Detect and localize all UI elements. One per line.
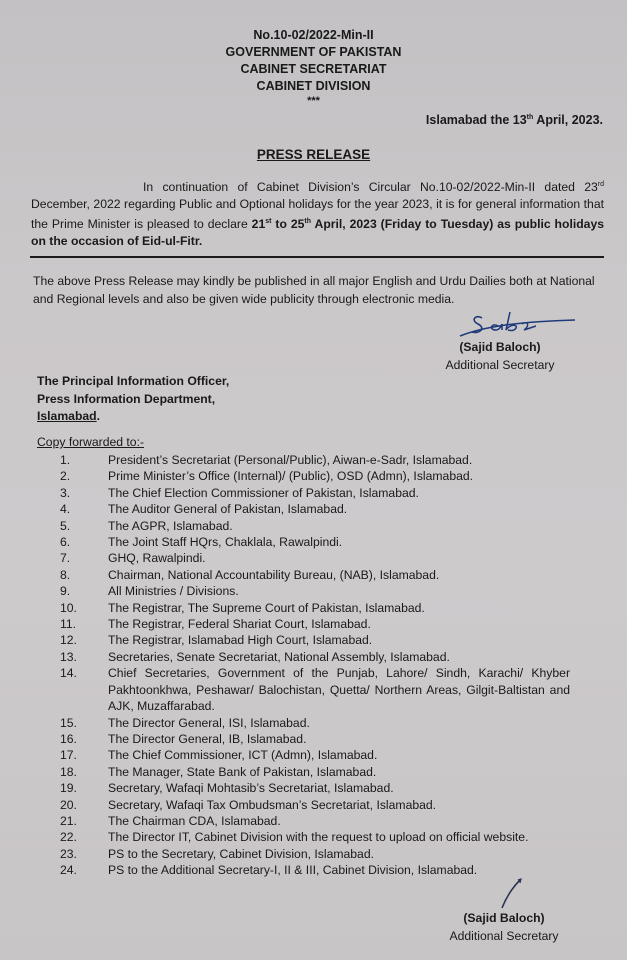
list-item (60, 616, 570, 632)
list-item-number: 19. (60, 781, 77, 796)
list-item-number: 8. (60, 567, 71, 582)
holiday-start-sup: st (265, 218, 272, 225)
holiday-end-sup: th (304, 218, 312, 225)
list-item-text: GHQ, Rawalpindi. (108, 551, 206, 566)
dateline-prefix: Islamabad the 13 (425, 113, 527, 127)
document-title-text: PRESS RELEASE (256, 147, 371, 162)
list-item (60, 632, 570, 648)
list-item-number: 13. (60, 649, 77, 664)
list-item-number: 24. (60, 863, 77, 878)
list-item-number: 14. (60, 666, 77, 681)
list-item-text: Prime Minister’s Office (Internal)/ (Public), OSD (Admn), Islamabad. (108, 469, 474, 484)
signatory-name: (Sajid Baloch) (463, 911, 545, 925)
list-item (60, 583, 570, 599)
list-item-number: 22. (60, 830, 77, 845)
horizontal-divider (30, 256, 604, 258)
list-item-text: The Joint Staff HQrs, Chaklala, Rawalpindi. (108, 535, 343, 550)
list-item-number: 15. (60, 715, 77, 730)
list-item (60, 518, 570, 534)
copy-forwarded-list (60, 452, 570, 879)
list-item-text: President’s Secretariat (Personal/Public), Aiwan-e-Sadr, Islamabad. (108, 453, 473, 467)
addressee-department: Press Information Department, (37, 391, 216, 406)
list-item (60, 534, 570, 550)
letterhead-separator: *** (307, 95, 320, 107)
list-item-text: The Manager, State Bank of Pakistan, Islamabad. (108, 764, 377, 779)
list-item-number: 6. (60, 535, 71, 550)
list-item-text: Secretary, Wafaqi Tax Ombudsman’s Secretariat, Islamabad. (108, 797, 437, 812)
list-item-text: The Registrar, The Supreme Court of Pakistan, Islamabad. (108, 600, 425, 615)
letterhead-government: GOVERNMENT OF PAKISTAN (225, 45, 402, 59)
list-item-number: 7. (60, 551, 71, 566)
list-item-text: The Registrar, Islamabad High Court, Islamabad. (108, 633, 373, 648)
list-item-text: The Chairman CDA, Islamabad. (108, 813, 281, 828)
signatory-name: (Sajid Baloch) (459, 340, 541, 354)
list-item (60, 550, 570, 566)
list-item (60, 764, 570, 780)
list-item-text: The Director IT, Cabinet Division with the request to upload on official website. (108, 830, 529, 845)
list-item (60, 567, 570, 583)
list-item-text: The AGPR, Islamabad. (108, 518, 233, 533)
list-item (60, 485, 570, 501)
list-item (60, 501, 570, 517)
list-item (60, 731, 570, 747)
document-title (0, 147, 627, 162)
dateline-suffix: April, 2023. (533, 113, 603, 127)
signatory-designation: Additional Secretary (445, 358, 555, 372)
list-item-text: PS to the Secretary, Cabinet Division, Islamabad. (108, 846, 374, 861)
list-item-number: 17. (60, 748, 77, 763)
list-item-text: PS to the Additional Secretary-I, II & III, Cabinet Division, Islamabad. (108, 863, 478, 878)
list-item-text: Secretaries, Senate Secretariat, National Assembly, Islamabad. (108, 649, 450, 664)
publication-request-paragraph: The above Press Release may kindly be published in all major English and Urdu Dailies both at National and Regional levels and also be given wide publicity through electronic media. (33, 274, 595, 306)
signature-icon (440, 306, 580, 342)
list-item-text: Chief Secretaries, Government of the Punjab, Lahore/ Sindh, Karachi/ Khyber Pakhtoonkhwa, Peshawar/ Balochistan, Quetta/ Northern Areas, Gilgit-Baltistan and AJK, Muzaffarabad. (108, 666, 570, 714)
reference-number: No.10-02/2022-Min-II (253, 28, 374, 42)
list-item (60, 797, 570, 813)
list-item-number: 16. (60, 731, 77, 746)
list-item-number: 23. (60, 846, 77, 861)
announcement-text-1: In continuation of Cabinet Division’s Circular No.10-02/2022-Min-II dated 23 (143, 180, 598, 194)
list-item (60, 829, 570, 845)
list-item-number: 2. (60, 469, 71, 484)
letterhead (0, 27, 627, 107)
copy-forwarded-label: Copy forwarded to:- (37, 435, 145, 449)
list-item-text: Secretary, Wafaqi Mohtasib’s Secretariat, Islamabad. (108, 781, 394, 796)
list-item-text: Chairman, National Accountability Bureau, (NAB), Islamabad. (108, 567, 440, 582)
list-item-number: 11. (60, 617, 77, 632)
list-item (60, 862, 570, 878)
list-item-number: 5. (60, 518, 71, 533)
list-item-number: 20. (60, 797, 77, 812)
signatory-block-bottom (434, 909, 574, 945)
signatory-block-top (430, 338, 570, 374)
list-item (60, 452, 570, 468)
list-item-number: 1. (60, 453, 71, 467)
addressee-city-line (37, 408, 229, 426)
letterhead-division: CABINET DIVISION (256, 79, 371, 93)
holiday-description: April, 2023 (Friday to Tuesday) as public holidays on the occasion of Eid-ul-Fitr. (31, 217, 604, 248)
letterhead-secretariat: CABINET SECRETARIAT (240, 62, 387, 76)
list-item (60, 600, 570, 616)
addressee-block (37, 373, 229, 426)
list-item-number: 3. (60, 485, 71, 500)
list-item-number: 9. (60, 584, 71, 599)
addressee-title: The Principal Information Officer, (37, 374, 230, 388)
holiday-start-day: 21 (251, 217, 266, 231)
list-item (60, 649, 570, 665)
list-item (60, 747, 570, 763)
dateline (426, 113, 603, 127)
list-item-number: 12. (60, 633, 77, 648)
list-item-text: All Ministries / Divisions. (108, 584, 239, 599)
list-item-text: The Chief Commissioner, ICT (Admn), Islamabad. (108, 748, 378, 763)
addressee-punct: . (96, 409, 101, 423)
list-item-number: 4. (60, 502, 71, 517)
list-item-number: 10. (60, 600, 77, 615)
list-item (60, 846, 570, 862)
addressee-city: Islamabad (37, 409, 97, 423)
announcement-sup-1: rd (597, 181, 604, 188)
dateline-sup: th (526, 114, 534, 121)
list-item-text: The Registrar, Federal Shariat Court, Islamabad. (108, 617, 371, 632)
list-item (60, 813, 570, 829)
initial-mark-icon (496, 876, 526, 910)
announcement-paragraph (31, 176, 604, 250)
list-item-text: The Director General, ISI, Islamabad. (108, 715, 310, 730)
signatory-designation: Additional Secretary (449, 929, 559, 943)
holiday-end-day: to 25 (271, 217, 305, 231)
announcement-text-2: December, 2022 regarding Public and Optional holidays for the year 2023, it is for general information that the Prime Minister is pleased to declare (31, 197, 604, 231)
list-item-number: 21. (60, 813, 77, 828)
list-item-text: The Director General, IB, Islamabad. (108, 731, 307, 746)
list-item (60, 665, 570, 714)
list-item-text: The Auditor General of Pakistan, Islamabad. (108, 502, 348, 517)
list-item-text: The Chief Election Commissioner of Pakistan, Islamabad. (108, 485, 419, 500)
list-item (60, 715, 570, 731)
list-item-number: 18. (60, 764, 77, 779)
list-item (60, 780, 570, 796)
list-item (60, 468, 570, 484)
